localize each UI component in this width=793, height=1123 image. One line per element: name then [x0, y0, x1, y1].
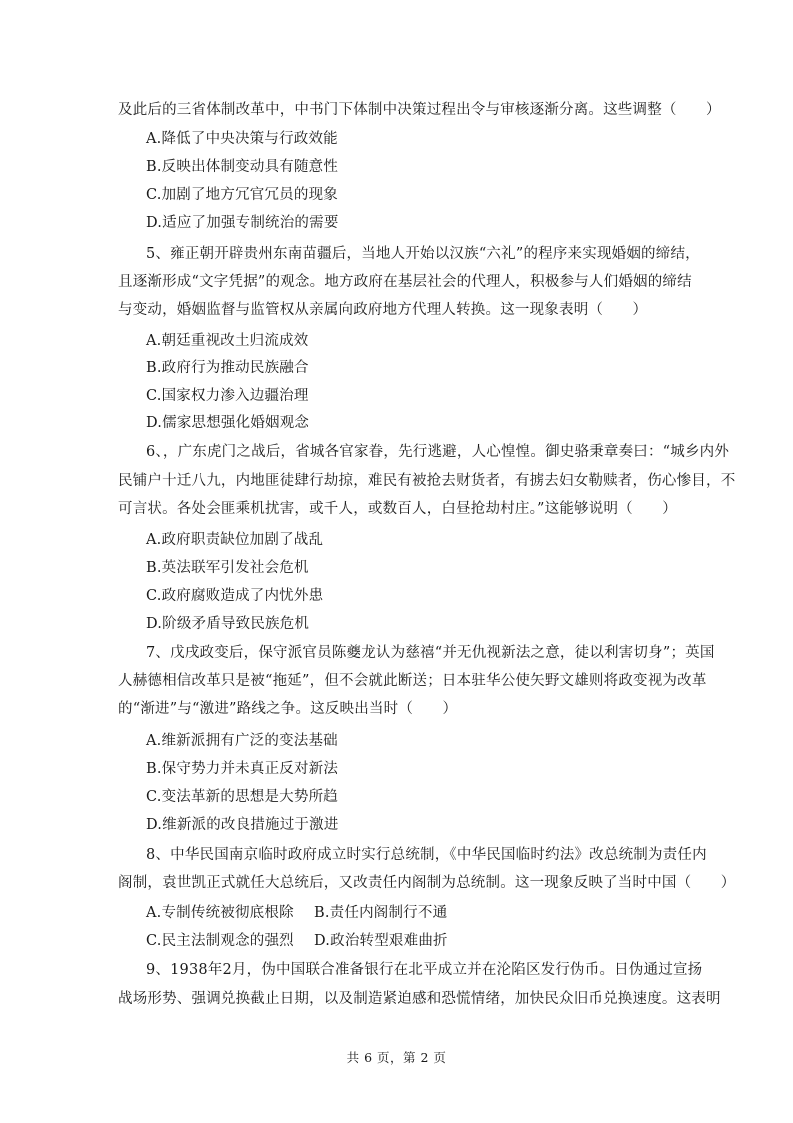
q6-stem-line-1: 6、，广东虎门之战后，省城各官家眷，先行逃避，人心惶惶。御史骆秉章奏曰：“城乡内外 — [146, 444, 730, 460]
q9-stem-line-1: 9、1938年2月，伪中国联合准备银行在北平成立并在沦陷区发行伪币。日伪通过宣扬 — [146, 962, 703, 978]
q5-option-c: C.国家权力渗入边疆治理 — [146, 388, 309, 404]
q8-stem-line-1: 8、中华民国南京临时政府成立时实行总统制，《中华民国临时约法》改总统制为责任内 — [146, 847, 707, 863]
q7-stem-line-2: 人赫德相信改革只是被“拖延”，但不会就此断送；日本驻华公使矢野文雄则将政变视为改革 — [118, 673, 707, 689]
q5-stem-line-2: 且逐渐形成“文字凭据”的观念。地方政府在基层社会的代理人，积极参与人们婚姻的缔结 — [118, 274, 692, 290]
q5-option-b: B.政府行为推动民族融合 — [146, 360, 309, 376]
q8-option-a: A.专制传统被彻底根除 — [146, 905, 294, 921]
q8-option-b: B.责任内阁制行不通 — [314, 905, 448, 921]
q6-option-d: D.阶级矛盾导致民族危机 — [146, 616, 310, 632]
q4-option-b: B.反映出体制变动具有随意性 — [146, 159, 339, 175]
q6-option-a: A.政府职责缺位加剧了战乱 — [146, 532, 324, 548]
q7-option-d: D.维新派的改良措施过于激进 — [146, 817, 339, 833]
q5-option-a: A.朝廷重视改土归流成效 — [146, 333, 309, 349]
page-footer: 共 6 页，第 2 页 — [346, 1050, 447, 1065]
q7-option-c: C.变法革新的思想是大势所趋 — [146, 789, 338, 805]
q8-stem-line-2: 阁制，袁世凯正式就任大总统后，又改责任内阁制为总统制。这一现象反映了当时中国（ ） — [118, 875, 736, 891]
q5-stem-line-3: 与变动，婚姻监督与监管权从亲属向政府地方代理人转换。这一现象表明（ ） — [118, 302, 648, 318]
q7-stem-line-1: 7、戊戌政变后，保守派官员陈夔龙认为慈禧“并无仇视新法之意，徒以利害切身”；英国 — [146, 645, 715, 661]
q7-option-a: A.维新派拥有广泛的变法基础 — [146, 733, 338, 749]
q6-stem-line-3: 可言状。各处会匪乘机扰害，或千人，或数百人，白昼抢劫村庄。”这能够说明（ ） — [118, 501, 677, 517]
q8-option-c: C.民主法制观念的强烈 — [146, 933, 294, 949]
q7-option-b: B.保守势力并未真正反对新法 — [146, 761, 339, 777]
q9-stem-line-2: 战场形势、强调兑换截止日期，以及制造紧迫感和恐慌情绪，加快民众旧币兑换速度。这表明 — [118, 991, 721, 1007]
q8-option-row-2 — [146, 931, 706, 951]
q7-stem-line-3: 的“渐进”与“激进”路线之争。这反映出当时（ ） — [118, 701, 458, 717]
q4-option-d: D.适应了加强专制统治的需要 — [146, 215, 339, 231]
q4-option-a: A.降低了中央决策与行政效能 — [146, 131, 338, 147]
q6-option-b: B.英法联军引发社会危机 — [146, 560, 309, 576]
question-4-stem-end: 及此后的三省体制改革中，中书门下体制中决策过程出令与审核逐渐分离。这些调整（ ） — [118, 102, 721, 118]
q4-option-c: C.加剧了地方冗官冗员的现象 — [146, 187, 338, 203]
q5-option-d: D.儒家思想强化婚姻观念 — [146, 415, 310, 431]
q8-option-row-1 — [146, 903, 706, 923]
q5-stem-line-1: 5、雍正朝开辟贵州东南苗疆后，当地人开始以汉族“六礼”的程序来实现婚姻的缔结， — [146, 246, 700, 262]
q6-stem-line-2: 民铺户十迁八九，内地匪徒肆行劫掠，难民有被抢去财货者，有掳去妇女勒赎者，伤心惨目，不 — [118, 473, 736, 489]
q8-option-d: D.政治转型艰难曲折 — [314, 933, 448, 949]
q6-option-c: C.政府腐败造成了内忧外患 — [146, 588, 324, 604]
